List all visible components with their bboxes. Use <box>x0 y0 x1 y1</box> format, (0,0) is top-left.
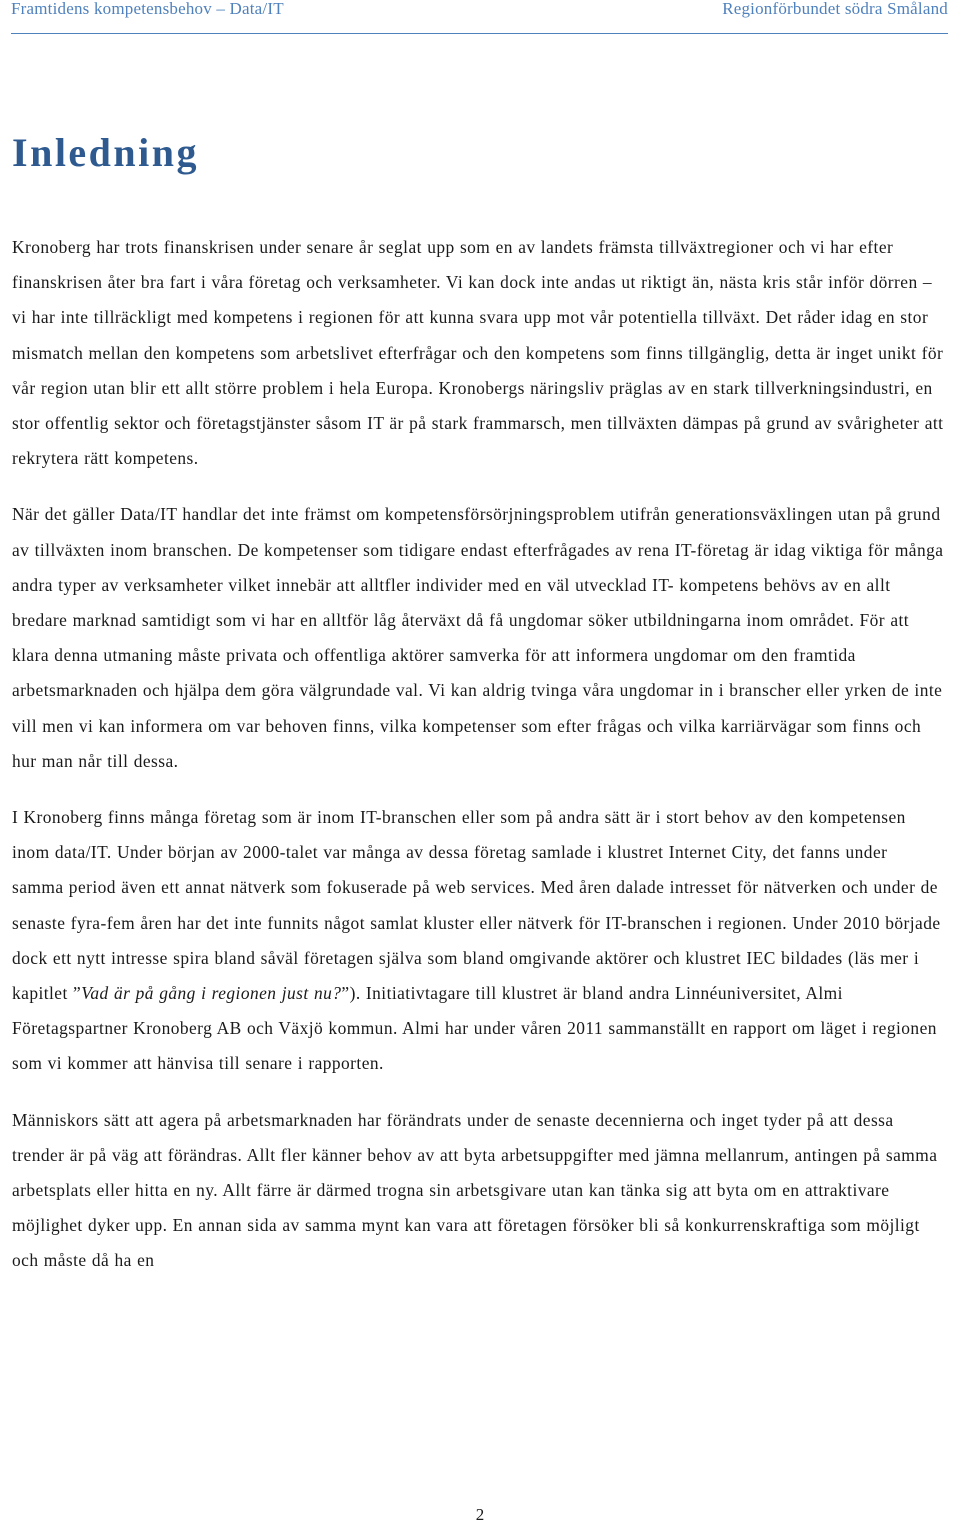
paragraph-intro <box>12 230 944 476</box>
paragraph-text: Människors sätt att agera på arbetsmarknaden har förändrats under de senaste decennierna och inget tyder på att dessa trender är på väg att förändras. Allt fler känner behov av att byta arbetsuppgifter med jämna mellanrum, antingen på samma arbetsplats eller hitta en ny. Allt färre är därmed trogna sin arbetsgivare utan kan tänka sig att byta om en attraktivare möjlighet dyker upp. En annan sida av samma mynt kan vara att företagen försöker bli så konkurrenskraftiga som möjligt och måste då ha en <box>12 1109 938 1271</box>
paragraph-labor-market <box>12 1103 944 1279</box>
section-title: Inledning <box>12 130 200 175</box>
page-header <box>11 0 948 34</box>
header-document-title: Framtidens kompetensbehov – Data/IT <box>11 0 284 18</box>
paragraph-kronoberg-it <box>12 800 944 1082</box>
paragraph-text: I Kronoberg finns många företag som är inom IT-branschen eller som på andra sätt är i stort behov av den kompetensen inom data/IT. Under början av 2000-talet var många av dessa företag samlade i klustret Internet City, det fanns under samma period även ett annat nätverk som fokuserade på web services. Med åren dalade intresset för nätverken och under de senaste fyra-fem åren har det inte funnits något samlat kluster eller nätverk för IT-branschen i regionen. Under 2010 började dock ett nytt intresse spira bland såväl företagen själva som bland omgivande aktörer och klustret IEC bildades (läs mer i kapitlet ” <box>12 807 941 1004</box>
chapter-reference: Vad är på gång i regionen just nu? <box>81 983 342 1004</box>
paragraph-text: När det gäller Data/IT handlar det inte främst om kompetensförsörjningsproblem utifrån generationsväxlingen utan på grund av tillväxten inom branschen. De kompetenser som tidigare endast efterfrågades av rena IT-företag är idag viktiga för många andra typer av verksamheter vilket innebär att alltfler individer med en väl utvecklad IT- kompetens behövs av en allt bredare marknad samtidigt som vi har en alltför låg återväxt då få ungdomar söker utbildningarna inom området. För att klara denna utmaning måste privata och offentliga aktörer samverka för att informera ungdomar om den framtida arbetsmarknaden och hjälpa dem göra välgrundade val. Vi kan aldrig tvinga våra ungdomar in i branscher eller yrken de inte vill men vi kan informera om var behoven finns, vilka kompetenser som efter frågas och vilka karriärvägar som finns och hur man når till dessa. <box>12 504 944 771</box>
header-organization: Regionförbundet södra Småland <box>722 0 948 18</box>
paragraph-text: Kronoberg har trots finanskrisen under senare år seglat upp som en av landets främsta tillväxtregioner och vi har efter finanskrisen åter bra fart i våra företag och verksamheter. Vi kan dock inte andas ut riktigt än, nästa kris står inför dörren – vi har inte tillräckligt med kompetens i regionen för att kunna svara upp mot vår potentiella tillväxt. Det råder idag en stor mismatch mellan den kompetens som arbetslivet efterfrågar och den kompetens som finns tillgänglig, detta är inget unikt för vår region utan blir ett allt större problem i hela Europa. Kronobergs näringsliv präglas av en stark tillverkningsindustri, en stor offentlig sektor och företagstjänster såsom IT är på stark frammarsch, men tillväxten dämpas på grund av svårigheter att rekrytera rätt kompetens. <box>12 237 944 469</box>
paragraph-text: ”). Initiativtagare till klustret är bland andra Linnéuniversitet, Almi Företagspartner Kronoberg AB och Växjö kommun. Almi har under våren 2011 sammanställt en rapport om läget i regionen som vi kommer att hänvisa till senare i rapporten. <box>12 983 937 1074</box>
paragraph-data-it <box>12 497 944 779</box>
page-number: 2 <box>475 1505 485 1524</box>
body-text <box>12 230 944 1279</box>
